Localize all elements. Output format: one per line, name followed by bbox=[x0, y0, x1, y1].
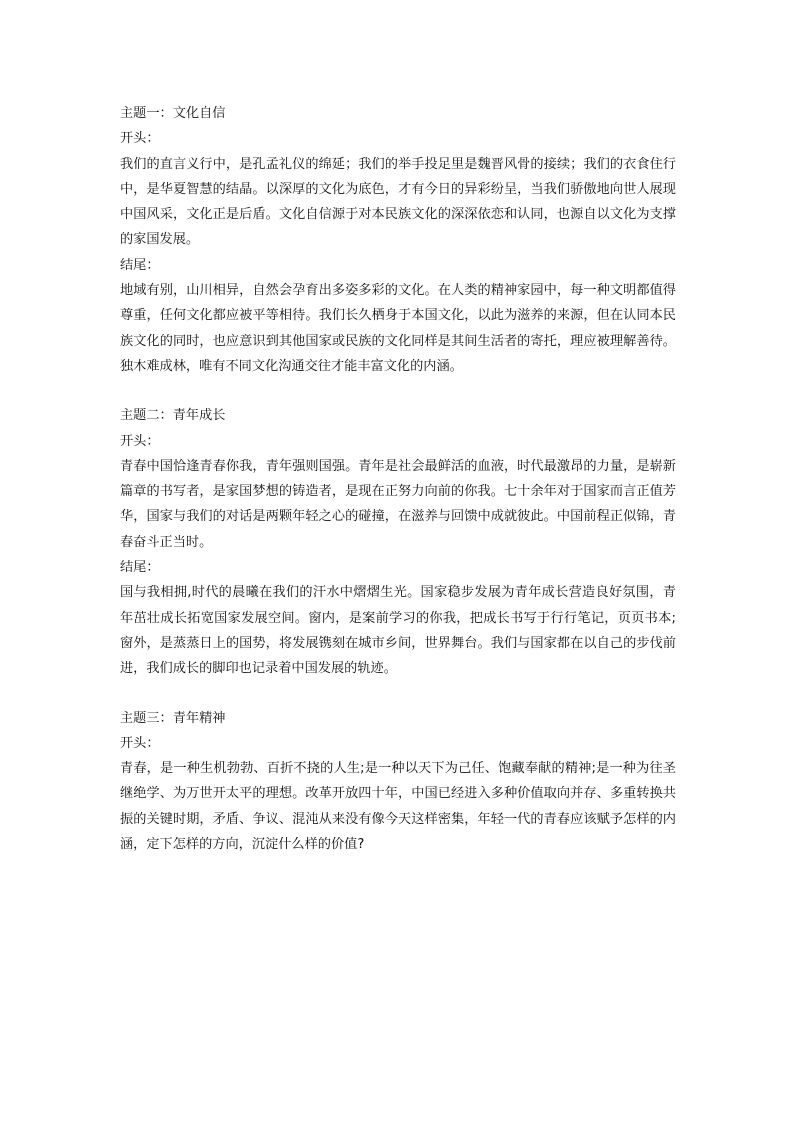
section-title: 主题二：青年成长 bbox=[120, 408, 226, 424]
section-cultural-confidence bbox=[120, 101, 676, 379]
ending-label: 结尾： bbox=[120, 257, 160, 273]
document-page bbox=[120, 101, 676, 857]
opening-paragraph: 我们的直言义行中，是孔孟礼仪的绵延；我们的举手投足里是魏晋风骨的接续；我们的衣食住行中，是华夏智慧的结晶。以深厚的文化为底色，才有今日的异彩纷呈，当我们骄傲地向世人展现中国风采，文化正是后盾。文化自信源于对本民族文化的深深依恋和认同，也源自以文化为支撑的家国发展。 bbox=[120, 156, 676, 248]
ending-label: 结尾： bbox=[120, 560, 160, 576]
opening-label: 开头： bbox=[120, 131, 160, 147]
opening-label: 开头： bbox=[120, 735, 160, 751]
section-youth-spirit bbox=[120, 706, 676, 858]
opening-paragraph: 青春中国恰逢青春你我，青年强则国强。青年是社会最鲜活的血液，时代最激昂的力量，是崭新篇章的书写者，是家国梦想的铸造者，是现在正努力向前的你我。七十余年对于国家而言正值芳华，国家与我们的对话是两颗年轻之心的碰撞，在滋养与回馈中成就彼此。中国前程正似锦，青春奋斗正当时。 bbox=[120, 458, 676, 550]
ending-paragraph: 国与我相拥,时代的晨曦在我们的汗水中熠熠生光。国家稳步发展为青年成长营造良好氛围，青年茁壮成长拓宽国家发展空间。窗内，是案前学习的你我，把成长书写于行行笔记，页页书本;窗外，是蒸蒸日上的国势，将发展镌刻在城市乡间，世界舞台。我们与国家都在以自己的步伐前进，我们成长的脚印也记录着中国发展的轨迹。 bbox=[120, 585, 676, 677]
section-title: 主题一：文化自信 bbox=[120, 106, 226, 121]
section-youth-growth bbox=[120, 403, 676, 681]
section-title: 主题三：青年精神 bbox=[120, 710, 226, 726]
opening-label: 开头： bbox=[120, 433, 160, 449]
opening-paragraph: 青春，是一种生机勃勃、百折不挠的人生;是一种以天下为己任、饱藏奉献的精神;是一种为往圣继绝学、为万世开太平的理想。改革开放四十年，中国已经进入多种价值取向并存、多重转换共振的关键时期，矛盾、争议、混沌从来没有像今天这样密集，年轻一代的青春应该赋予怎样的内涵，定下怎样的方向，沉淀什么样的价值? bbox=[120, 761, 676, 853]
ending-paragraph: 地域有别，山川相异，自然会孕育出多姿多彩的文化。在人类的精神家园中，每一种文明都值得尊重，任何文化都应被平等相待。我们长久栖身于本国文化，以此为滋养的来源，但在认同本民族文化的同时，也应意识到其他国家或民族的文化同样是其间生活者的寄托，理应被理解善待。独木难成林，唯有不同文化沟通交往才能丰富文化的内涵。 bbox=[120, 283, 676, 374]
